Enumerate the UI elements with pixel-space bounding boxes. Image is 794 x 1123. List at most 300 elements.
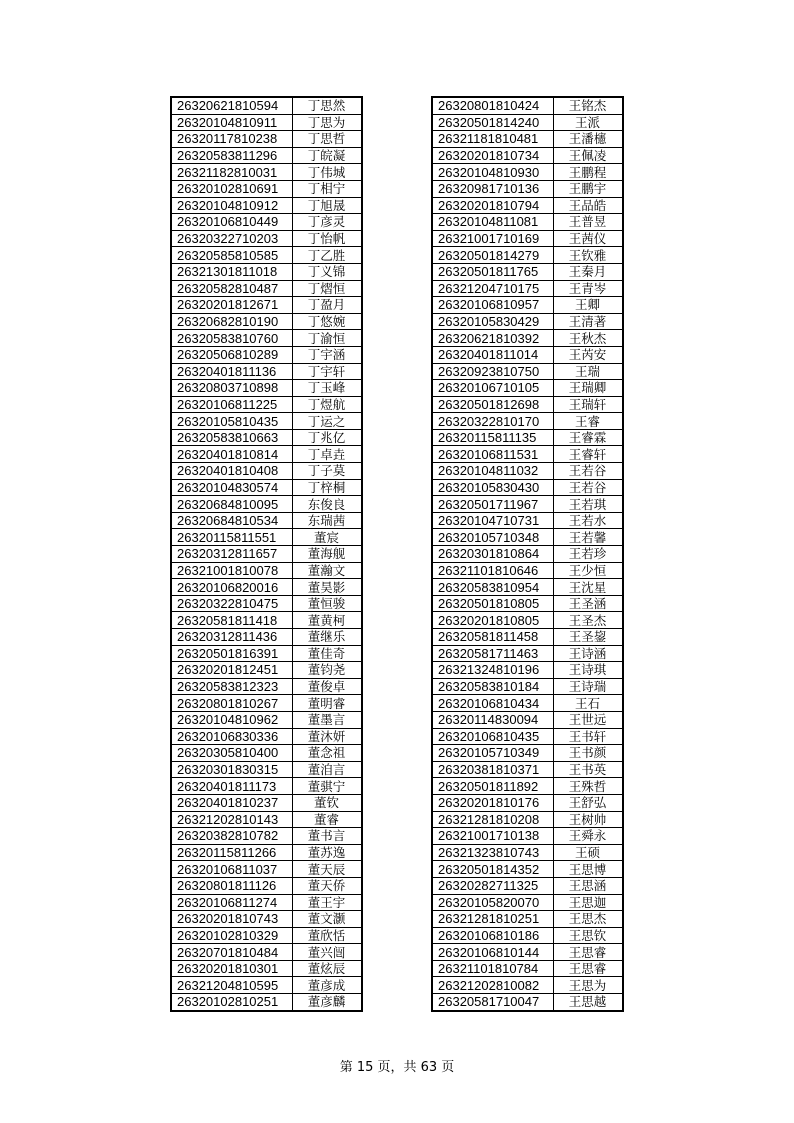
- student-name-cell: 王思杰: [553, 911, 623, 928]
- table-row: [171, 579, 362, 596]
- student-name-cell: 董继乐: [292, 629, 362, 646]
- student-name-cell: 王瑞卿: [553, 380, 623, 397]
- student-id-cell: 26320501814279: [432, 247, 553, 264]
- student-name-cell: 王思为: [553, 977, 623, 994]
- student-name-cell: 王若水: [553, 512, 623, 529]
- student-name-cell: 丁宇轩: [292, 363, 362, 380]
- table-row: [171, 927, 362, 944]
- student-id-cell: 26320201810743: [171, 911, 292, 928]
- table-row: [171, 794, 362, 811]
- table-row: [432, 811, 623, 828]
- table-row: [171, 695, 362, 712]
- student-name-cell: 董俊卓: [292, 678, 362, 695]
- table-row: [432, 662, 623, 679]
- table-row: [432, 247, 623, 264]
- student-id-cell: 26320104810912: [171, 197, 292, 214]
- table-row: [432, 380, 623, 397]
- table-row: [432, 280, 623, 297]
- table-row: [171, 745, 362, 762]
- table-row: [432, 114, 623, 131]
- student-id-cell: 26320106811274: [171, 894, 292, 911]
- student-name-cell: 王青岑: [553, 280, 623, 297]
- student-id-cell: 26320102810691: [171, 180, 292, 197]
- table-row: [171, 496, 362, 513]
- student-name-cell: 董瀚文: [292, 562, 362, 579]
- student-name-cell: 丁旭晟: [292, 197, 362, 214]
- table-row: [432, 230, 623, 247]
- student-name-cell: 董恒骏: [292, 595, 362, 612]
- table-row: [432, 844, 623, 861]
- student-id-cell: 26320401810408: [171, 463, 292, 480]
- student-id-cell: 26320401811136: [171, 363, 292, 380]
- student-name-cell: 丁玉峰: [292, 380, 362, 397]
- student-id-cell: 26320581711463: [432, 645, 553, 662]
- table-row: [432, 346, 623, 363]
- student-name-cell: 王思迦: [553, 894, 623, 911]
- student-name-cell: 丁梓桐: [292, 479, 362, 496]
- table-row: [171, 811, 362, 828]
- table-row: [432, 745, 623, 762]
- table-row: [432, 429, 623, 446]
- student-name-cell: 丁兆亿: [292, 429, 362, 446]
- table-row: [432, 463, 623, 480]
- student-id-cell: 26320201810301: [171, 960, 292, 977]
- student-name-cell: 董苏逸: [292, 844, 362, 861]
- table-row: [432, 496, 623, 513]
- student-name-cell: 东俊良: [292, 496, 362, 513]
- table-row: [432, 794, 623, 811]
- table-row: [171, 778, 362, 795]
- table-row: [171, 662, 362, 679]
- table-row: [171, 645, 362, 662]
- table-row: [432, 396, 623, 413]
- student-id-cell: 26320106810449: [171, 214, 292, 231]
- table-row: [171, 413, 362, 430]
- student-id-cell: 26320684810534: [171, 512, 292, 529]
- student-id-cell: 26320381810371: [432, 761, 553, 778]
- student-id-cell: 26321204710175: [432, 280, 553, 297]
- table-row: [432, 579, 623, 596]
- student-id-cell: 26320583810954: [432, 579, 553, 596]
- student-name-cell: 王睿轩: [553, 446, 623, 463]
- student-id-cell: 26320581811418: [171, 612, 292, 629]
- student-name-cell: 王钦雅: [553, 247, 623, 264]
- table-row: [171, 944, 362, 961]
- student-id-cell: 26320322810170: [432, 413, 553, 430]
- table-row: [171, 711, 362, 728]
- student-id-cell: 26320583812323: [171, 678, 292, 695]
- table-row: [171, 861, 362, 878]
- table-row: [432, 512, 623, 529]
- student-id-cell: 26320106810144: [432, 944, 553, 961]
- table-row: [432, 479, 623, 496]
- student-id-cell: 26320105830430: [432, 479, 553, 496]
- student-name-cell: 王若馨: [553, 529, 623, 546]
- student-id-cell: 26320803710898: [171, 380, 292, 397]
- student-name-cell: 王秦月: [553, 263, 623, 280]
- student-name-cell: 王圣涵: [553, 595, 623, 612]
- student-id-cell: 26321323810743: [432, 844, 553, 861]
- student-name-cell: 王沈星: [553, 579, 623, 596]
- table-row: [171, 479, 362, 496]
- student-id-cell: 26320501814240: [432, 114, 553, 131]
- student-name-cell: 董念祖: [292, 745, 362, 762]
- table-row: [432, 197, 623, 214]
- table-row: [432, 214, 623, 231]
- table-row: [432, 263, 623, 280]
- student-name-cell: 王卿: [553, 297, 623, 314]
- student-name-cell: 董文灏: [292, 911, 362, 928]
- student-name-cell: 王瑞轩: [553, 396, 623, 413]
- student-name-cell: 丁怡帆: [292, 230, 362, 247]
- table-row: [432, 994, 623, 1011]
- table-row: [171, 960, 362, 977]
- student-id-cell: 26320501812698: [432, 396, 553, 413]
- student-id-cell: 26320682810190: [171, 313, 292, 330]
- student-id-cell: 26320501810805: [432, 595, 553, 612]
- student-name-cell: 董睿: [292, 811, 362, 828]
- student-id-cell: 26320104811032: [432, 463, 553, 480]
- student-id-cell: 26320106810435: [432, 728, 553, 745]
- student-id-cell: 26320106811037: [171, 861, 292, 878]
- student-id-cell: 26320201812451: [171, 662, 292, 679]
- table-row: [432, 695, 623, 712]
- student-name-cell: 董昊影: [292, 579, 362, 596]
- student-id-cell: 26320104830574: [171, 479, 292, 496]
- table-row: [171, 197, 362, 214]
- student-id-cell: 26320501811892: [432, 778, 553, 795]
- student-id-cell: 26320106811225: [171, 396, 292, 413]
- table-row: [432, 363, 623, 380]
- table-row: [432, 97, 623, 114]
- student-name-cell: 董钧尧: [292, 662, 362, 679]
- student-id-cell: 26321101810646: [432, 562, 553, 579]
- student-name-cell: 丁皖凝: [292, 147, 362, 164]
- student-name-cell: 董彦成: [292, 977, 362, 994]
- student-id-cell: 26320583811296: [171, 147, 292, 164]
- table-row: [171, 263, 362, 280]
- student-id-cell: 26320301810864: [432, 546, 553, 563]
- student-id-cell: 26320401811173: [171, 778, 292, 795]
- student-id-cell: 26320582810487: [171, 280, 292, 297]
- student-id-cell: 26320583810184: [432, 678, 553, 695]
- student-name-cell: 王若谷: [553, 463, 623, 480]
- student-name-cell: 王石: [553, 695, 623, 712]
- student-name-cell: 丁熠恒: [292, 280, 362, 297]
- student-id-cell: 26320102810329: [171, 927, 292, 944]
- student-name-cell: 丁乙胜: [292, 247, 362, 264]
- student-name-cell: 王硕: [553, 844, 623, 861]
- left-roster-table: [170, 96, 363, 1012]
- table-row: [432, 728, 623, 745]
- student-name-cell: 王少恒: [553, 562, 623, 579]
- student-id-cell: 26320801810424: [432, 97, 553, 114]
- table-row: [432, 778, 623, 795]
- table-row: [171, 147, 362, 164]
- table-row: [432, 330, 623, 347]
- student-id-cell: 26320105710349: [432, 745, 553, 762]
- table-row: [432, 612, 623, 629]
- table-row: [432, 629, 623, 646]
- table-row: [171, 330, 362, 347]
- student-name-cell: 王思睿: [553, 944, 623, 961]
- student-id-cell: 26320114830094: [432, 711, 553, 728]
- student-name-cell: 丁彦灵: [292, 214, 362, 231]
- student-name-cell: 丁相宁: [292, 180, 362, 197]
- student-id-cell: 26320501814352: [432, 861, 553, 878]
- student-name-cell: 王潘櫶: [553, 131, 623, 148]
- student-id-cell: 26321281810251: [432, 911, 553, 928]
- table-row: [171, 562, 362, 579]
- table-row: [432, 147, 623, 164]
- student-id-cell: 26320401811014: [432, 346, 553, 363]
- student-name-cell: 董欣恬: [292, 927, 362, 944]
- student-id-cell: 26321204810595: [171, 977, 292, 994]
- table-row: [432, 927, 623, 944]
- student-name-cell: 董墨言: [292, 711, 362, 728]
- table-row: [171, 180, 362, 197]
- student-name-cell: 王思钦: [553, 927, 623, 944]
- student-id-cell: 26321324810196: [432, 662, 553, 679]
- student-name-cell: 丁运之: [292, 413, 362, 430]
- student-name-cell: 王秋杰: [553, 330, 623, 347]
- student-name-cell: 董天侨: [292, 877, 362, 894]
- student-name-cell: 王瑞: [553, 363, 623, 380]
- student-name-cell: 王睿霖: [553, 429, 623, 446]
- student-id-cell: 26321182810031: [171, 164, 292, 181]
- student-id-cell: 26320115811135: [432, 429, 553, 446]
- table-row: [432, 413, 623, 430]
- table-row: [432, 877, 623, 894]
- student-id-cell: 26320585810585: [171, 247, 292, 264]
- table-row: [432, 977, 623, 994]
- student-id-cell: 26321001710138: [432, 828, 553, 845]
- student-id-cell: 26320115811551: [171, 529, 292, 546]
- table-row: [171, 828, 362, 845]
- student-id-cell: 26320117810238: [171, 131, 292, 148]
- student-name-cell: 王思睿: [553, 960, 623, 977]
- table-row: [171, 214, 362, 231]
- table-row: [171, 595, 362, 612]
- student-name-cell: 丁伟城: [292, 164, 362, 181]
- table-row: [171, 994, 362, 1011]
- right-roster-table: [431, 96, 624, 1012]
- student-name-cell: 王铭杰: [553, 97, 623, 114]
- student-name-cell: 丁悠婉: [292, 313, 362, 330]
- table-row: [171, 247, 362, 264]
- student-name-cell: 董王宇: [292, 894, 362, 911]
- student-name-cell: 王若琪: [553, 496, 623, 513]
- student-name-cell: 王思越: [553, 994, 623, 1011]
- student-id-cell: 26320106810434: [432, 695, 553, 712]
- student-name-cell: 王诗琪: [553, 662, 623, 679]
- student-id-cell: 26320801811126: [171, 877, 292, 894]
- student-id-cell: 26321001710169: [432, 230, 553, 247]
- student-id-cell: 26320701810484: [171, 944, 292, 961]
- table-row: [432, 960, 623, 977]
- table-row: [432, 894, 623, 911]
- table-row: [171, 380, 362, 397]
- table-row: [432, 446, 623, 463]
- student-id-cell: 26320106830336: [171, 728, 292, 745]
- student-id-cell: 26320104810962: [171, 711, 292, 728]
- student-id-cell: 26320106810957: [432, 297, 553, 314]
- table-row: [171, 977, 362, 994]
- student-name-cell: 董天辰: [292, 861, 362, 878]
- student-id-cell: 26320312811657: [171, 546, 292, 563]
- table-row: [171, 429, 362, 446]
- student-name-cell: 董钦: [292, 794, 362, 811]
- student-id-cell: 26320501811765: [432, 263, 553, 280]
- student-name-cell: 丁盈月: [292, 297, 362, 314]
- student-id-cell: 26321281810208: [432, 811, 553, 828]
- table-row: [171, 446, 362, 463]
- student-id-cell: 26320106811531: [432, 446, 553, 463]
- student-name-cell: 王清著: [553, 313, 623, 330]
- table-row: [171, 512, 362, 529]
- table-row: [171, 346, 362, 363]
- student-name-cell: 王书颜: [553, 745, 623, 762]
- student-id-cell: 26320201810734: [432, 147, 553, 164]
- table-row: [171, 894, 362, 911]
- student-name-cell: 董明睿: [292, 695, 362, 712]
- table-row: [171, 629, 362, 646]
- table-row: [432, 861, 623, 878]
- table-row: [432, 546, 623, 563]
- student-name-cell: 董黄柯: [292, 612, 362, 629]
- student-id-cell: 26320102810251: [171, 994, 292, 1011]
- student-name-cell: 董宸: [292, 529, 362, 546]
- table-row: [432, 180, 623, 197]
- table-row: [171, 678, 362, 695]
- table-row: [171, 131, 362, 148]
- student-name-cell: 董骐宁: [292, 778, 362, 795]
- table-row: [171, 396, 362, 413]
- table-row: [432, 297, 623, 314]
- table-row: [432, 645, 623, 662]
- student-id-cell: 26320104710731: [432, 512, 553, 529]
- student-id-cell: 26320305810400: [171, 745, 292, 762]
- table-row: [432, 131, 623, 148]
- table-row: [171, 761, 362, 778]
- student-id-cell: 26320506810289: [171, 346, 292, 363]
- student-name-cell: 丁思哲: [292, 131, 362, 148]
- student-name-cell: 董沐妍: [292, 728, 362, 745]
- student-id-cell: 26320801810267: [171, 695, 292, 712]
- table-row: [171, 612, 362, 629]
- student-name-cell: 王舜永: [553, 828, 623, 845]
- student-name-cell: 丁煜航: [292, 396, 362, 413]
- student-id-cell: 26320201810805: [432, 612, 553, 629]
- student-id-cell: 26321101810784: [432, 960, 553, 977]
- student-id-cell: 26320105830429: [432, 313, 553, 330]
- student-id-cell: 26320105710348: [432, 529, 553, 546]
- student-name-cell: 董海舰: [292, 546, 362, 563]
- student-id-cell: 26320312811436: [171, 629, 292, 646]
- student-name-cell: 董书言: [292, 828, 362, 845]
- student-name-cell: 王诗涵: [553, 645, 623, 662]
- student-name-cell: 丁渝恒: [292, 330, 362, 347]
- student-id-cell: 26321001810078: [171, 562, 292, 579]
- student-id-cell: 26321202810143: [171, 811, 292, 828]
- student-id-cell: 26320301830315: [171, 761, 292, 778]
- student-id-cell: 26320106820016: [171, 579, 292, 596]
- table-row: [171, 529, 362, 546]
- student-name-cell: 董佳奇: [292, 645, 362, 662]
- student-name-cell: 王诗瑞: [553, 678, 623, 695]
- table-row: [171, 313, 362, 330]
- student-id-cell: 26320322710203: [171, 230, 292, 247]
- student-id-cell: 26320581710047: [432, 994, 553, 1011]
- student-name-cell: 王树帅: [553, 811, 623, 828]
- student-id-cell: 26320382810782: [171, 828, 292, 845]
- student-name-cell: 王书英: [553, 761, 623, 778]
- student-name-cell: 董洎言: [292, 761, 362, 778]
- student-name-cell: 东瑞茜: [292, 512, 362, 529]
- table-row: [432, 562, 623, 579]
- student-name-cell: 丁子莫: [292, 463, 362, 480]
- student-id-cell: 26321202810082: [432, 977, 553, 994]
- table-row: [432, 944, 623, 961]
- student-id-cell: 26320115811266: [171, 844, 292, 861]
- table-row: [171, 280, 362, 297]
- student-name-cell: 王思博: [553, 861, 623, 878]
- table-row: [432, 595, 623, 612]
- table-row: [171, 463, 362, 480]
- student-id-cell: 26320105810435: [171, 413, 292, 430]
- student-id-cell: 26320201810176: [432, 794, 553, 811]
- student-name-cell: 丁宇涵: [292, 346, 362, 363]
- student-id-cell: 26320621810594: [171, 97, 292, 114]
- student-name-cell: 丁义锦: [292, 263, 362, 280]
- student-name-cell: 王鹏程: [553, 164, 623, 181]
- student-name-cell: 王派: [553, 114, 623, 131]
- student-id-cell: 26321301811018: [171, 263, 292, 280]
- table-row: [171, 363, 362, 380]
- student-id-cell: 26321181810481: [432, 131, 553, 148]
- student-name-cell: 丁卓垚: [292, 446, 362, 463]
- student-id-cell: 26320401810814: [171, 446, 292, 463]
- table-row: [432, 911, 623, 928]
- student-id-cell: 26320104810911: [171, 114, 292, 131]
- table-row: [171, 844, 362, 861]
- table-row: [432, 313, 623, 330]
- student-name-cell: 董炫辰: [292, 960, 362, 977]
- student-name-cell: 王若谷: [553, 479, 623, 496]
- table-row: [171, 546, 362, 563]
- student-id-cell: 26320581811458: [432, 629, 553, 646]
- student-id-cell: 26320621810392: [432, 330, 553, 347]
- table-row: [171, 728, 362, 745]
- student-id-cell: 26320401810237: [171, 794, 292, 811]
- student-id-cell: 26320501711967: [432, 496, 553, 513]
- table-row: [171, 297, 362, 314]
- student-name-cell: 王鹏宇: [553, 180, 623, 197]
- table-row: [171, 114, 362, 131]
- student-id-cell: 26320282711325: [432, 877, 553, 894]
- student-id-cell: 26320583810663: [171, 429, 292, 446]
- student-name-cell: 王茜仪: [553, 230, 623, 247]
- student-name-cell: 王世远: [553, 711, 623, 728]
- student-name-cell: 王圣鋆: [553, 629, 623, 646]
- student-id-cell: 26320322810475: [171, 595, 292, 612]
- student-id-cell: 26320923810750: [432, 363, 553, 380]
- student-name-cell: 王殊哲: [553, 778, 623, 795]
- page-footer: 第 15 页，共 63 页: [339, 1060, 455, 1075]
- student-name-cell: 董兴闿: [292, 944, 362, 961]
- student-id-cell: 26320106810186: [432, 927, 553, 944]
- table-row: [432, 529, 623, 546]
